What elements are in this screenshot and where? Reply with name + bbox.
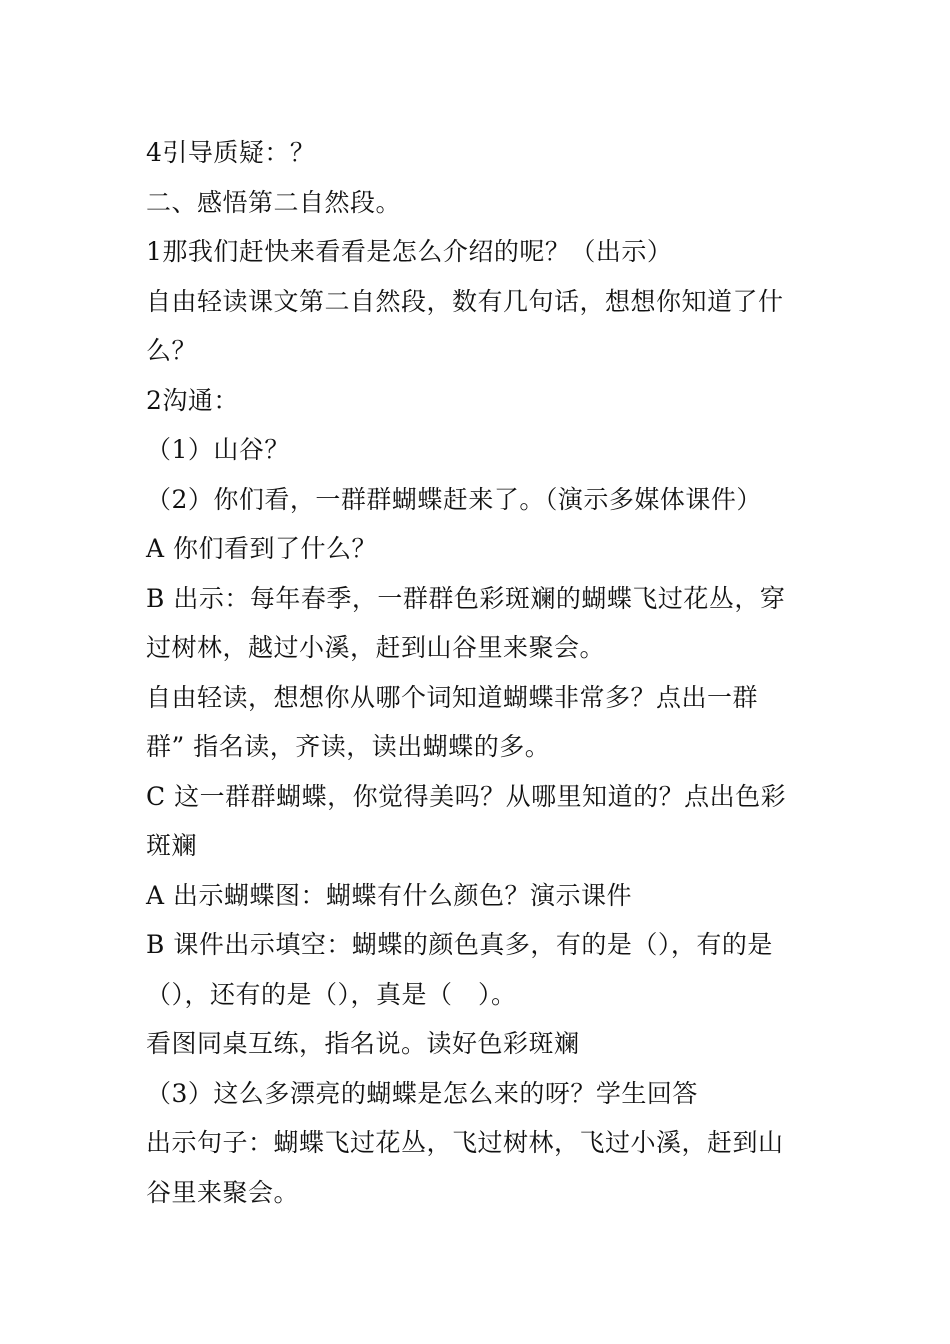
text-line: A 出示蝴蝶图：蝴蝶有什么颜色？演示课件	[146, 880, 633, 910]
text-line: C 这一群群蝴蝶，你觉得美吗？从哪里知道的？点出色彩	[146, 781, 787, 811]
text-line: 1那我们赶快来看看是怎么介绍的呢？（出示）	[146, 237, 673, 266]
text-line: B 课件出示填空：蝴蝶的颜色真多，有的是（），有的是	[146, 930, 773, 959]
text-line: 群” 指名读，齐读，读出蝴蝶的多。	[146, 732, 551, 761]
text-line: 自由轻读，想想你从哪个词知道蝴蝶非常多？点出一群	[146, 682, 759, 712]
text-line: 谷里来聚会。	[146, 1177, 300, 1207]
document-body	[146, 128, 814, 1217]
text-line: 2沟通：	[146, 385, 239, 415]
text-line: 出示句子：蝴蝶飞过花丛，飞过树林，飞过小溪，赶到山	[146, 1128, 784, 1157]
text-line: 看图同桌互练，指名说。读好色彩斑斓	[146, 1029, 580, 1058]
text-line: 4引导质疑：？	[146, 138, 316, 167]
text-line: （），还有的是（），真是（ ）。	[146, 979, 517, 1009]
text-line: （1）山谷？	[146, 435, 290, 464]
text-line: （2）你们看，一群群蝴蝶赶来了。（演示多媒体课件）	[146, 484, 762, 514]
text-line: （3）这么多漂亮的蝴蝶是怎么来的呀？学生回答	[146, 1078, 698, 1108]
text-line: B 出示：每年春季，一群群色彩斑斓的蝴蝶飞过花丛，穿	[146, 583, 786, 613]
text-line: 过树林，越过小溪，赶到山谷里来聚会。	[146, 633, 606, 662]
text-line: 么？	[146, 336, 198, 365]
text-line: 二、感悟第二自然段。	[146, 187, 402, 217]
text-line: A 你们看到了什么？	[146, 534, 378, 563]
text-line: 斑斓	[146, 831, 198, 860]
text-line: 自由轻读课文第二自然段，数有几句话，想想你知道了什	[146, 286, 784, 316]
